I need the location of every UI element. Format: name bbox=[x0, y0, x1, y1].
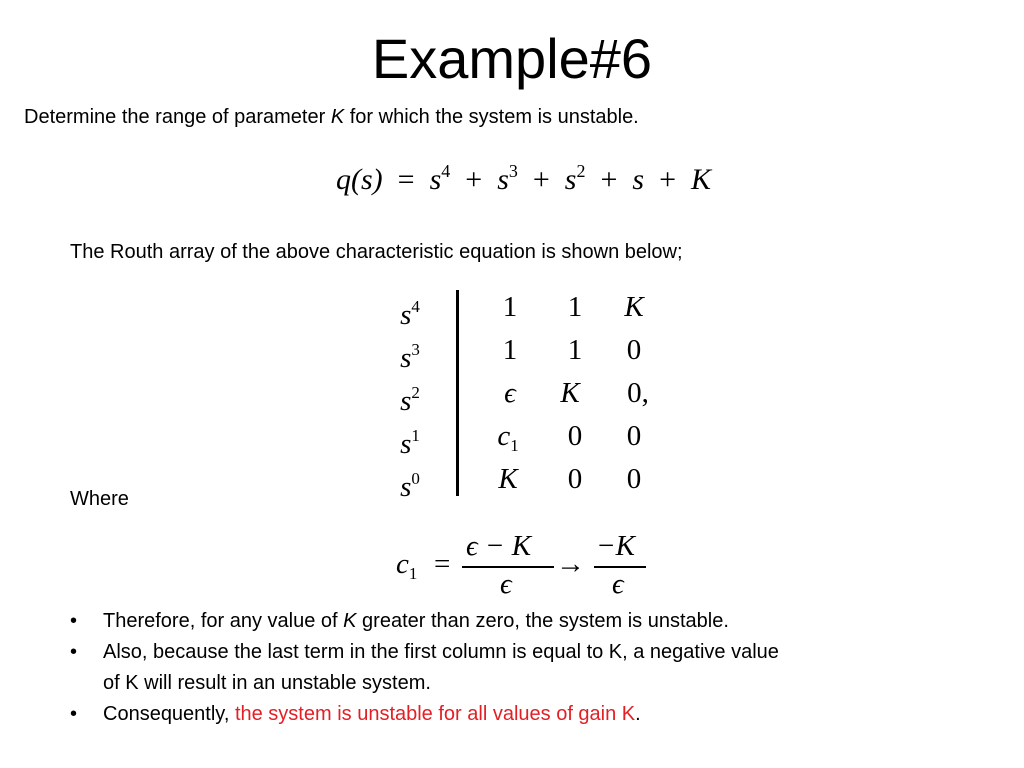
eq-equals: = bbox=[397, 163, 415, 196]
eq-term-s: s bbox=[632, 163, 645, 196]
c1-numerator-2: −K bbox=[596, 530, 635, 562]
routh-cell: 0, bbox=[627, 377, 649, 409]
eq-exp-2: 2 bbox=[576, 161, 586, 181]
characteristic-equation bbox=[336, 152, 711, 199]
c1-lhs: $c_1$ bbox=[396, 548, 418, 583]
intro-text-after: for which the system is unstable. bbox=[344, 106, 639, 128]
routh-array bbox=[390, 288, 660, 503]
c1-equals: = bbox=[434, 548, 451, 580]
routh-intro-text: The Routh array of the above characteristic equation is shown below; bbox=[70, 241, 683, 263]
c1-denominator-2: ϵ bbox=[612, 568, 624, 600]
bullet-dot: • bbox=[70, 703, 78, 725]
c1-equation bbox=[396, 530, 656, 600]
eq-term-s2: s bbox=[564, 163, 577, 196]
eq-plus-1: + bbox=[465, 163, 483, 196]
problem-statement bbox=[24, 104, 639, 130]
intro-variable: K bbox=[330, 106, 345, 128]
routh-cell: 1 bbox=[567, 291, 583, 323]
where-label: Where bbox=[70, 488, 129, 510]
routh-cell: 0 bbox=[567, 420, 583, 452]
routh-row-label: $s^0$ bbox=[400, 469, 420, 503]
routh-row-label: $s^1$ bbox=[400, 426, 420, 460]
c1-denominator-1: ϵ bbox=[500, 568, 512, 600]
bullet-dot: • bbox=[70, 610, 78, 632]
routh-cell: K bbox=[624, 291, 644, 323]
routh-cell: K bbox=[498, 463, 518, 495]
eq-exp-3: 3 bbox=[508, 161, 518, 181]
routh-cell: 1 bbox=[502, 334, 518, 366]
eq-term-s3: s bbox=[497, 163, 509, 196]
routh-row-label: $s^2$ bbox=[400, 383, 420, 417]
bullet-dot: • bbox=[70, 641, 78, 663]
routh-cell: $c_1$ bbox=[497, 420, 519, 455]
routh-row-label: $s^4$ bbox=[400, 297, 420, 331]
eq-term-s4: s bbox=[429, 163, 442, 196]
conclusion-item: • Therefore, for any value of K greater than zero, the system is unstable. bbox=[70, 606, 910, 637]
eq-lhs: q(s) bbox=[336, 163, 383, 196]
eq-plus-2: + bbox=[532, 163, 550, 196]
routh-row-label: $s^3$ bbox=[400, 340, 420, 374]
eq-exp-4: 4 bbox=[441, 161, 451, 181]
conclusion-item: • Consequently, the system is unstable for all values of gain K. bbox=[70, 699, 910, 730]
routh-cell: 0 bbox=[626, 334, 642, 366]
routh-cell: 0 bbox=[626, 420, 642, 452]
conclusion-item: • Also, because the last term in the first column is equal to K, a negative value of K will result in an unstable system. bbox=[70, 637, 910, 699]
c1-arrow: → bbox=[556, 548, 585, 580]
routh-cell: K bbox=[560, 377, 580, 409]
conclusion-list bbox=[70, 606, 910, 730]
highlighted-conclusion: the system is unstable for all values of gain K bbox=[234, 703, 636, 725]
eq-plus-4: + bbox=[659, 163, 677, 196]
eq-plus-3: + bbox=[600, 163, 618, 196]
intro-text-before: Determine the range of parameter bbox=[24, 106, 331, 128]
routh-cell: 0 bbox=[626, 463, 642, 495]
routh-cell: 1 bbox=[502, 291, 518, 323]
routh-cell: ϵ bbox=[504, 377, 516, 409]
routh-divider bbox=[456, 290, 459, 496]
routh-cell: 0 bbox=[567, 463, 583, 495]
routh-cell: 1 bbox=[567, 334, 583, 366]
slide-title: Example#6 bbox=[371, 27, 653, 90]
eq-term-k: K bbox=[691, 163, 712, 196]
c1-numerator-1: ϵ − K bbox=[466, 530, 532, 562]
